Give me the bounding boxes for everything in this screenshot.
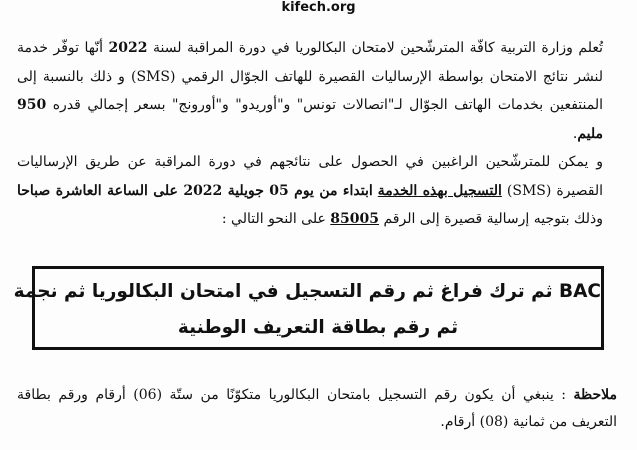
note-text: : ينبغي أن يكون رقم التسجيل بامتحان البكالوريا متكوّنًا من ستّة (06) أرقام ورقم بطاقة التعريف من ثمانية (08) أرقام. <box>17 387 617 430</box>
sms-format-box <box>13 266 604 350</box>
paragraph-1-end: . <box>572 125 578 142</box>
announcement-body <box>17 34 617 234</box>
service-registration-text: التسجيل بهذه الخدمة <box>377 182 502 199</box>
paragraph-1-text-start: تُعلم وزارة التربية كافّة المترشّحين لامتحان البكالوريا في دورة المراقبة لسنة <box>153 40 604 56</box>
sms-format-line-1: BAC ثم ترك فراغ ثم رقم التسجيل في امتحان البكالوريا ثم نجمة <box>13 281 601 302</box>
paragraph-2-middle: وذلك بتوجيه إرسالية قصيرة إلى الرقم <box>383 211 603 227</box>
paragraph-2-end: على النحو التالي : <box>221 211 326 227</box>
paragraph-2-intro: و يمكن للمترشّحين الراغبين في الحصول على نتائجهم في دورة المراقبة عن طريق الإرساليات القصيرة (SMS) <box>17 154 604 199</box>
note-section <box>17 382 617 436</box>
paragraph-1-text-main: أنّها توفّر خدمة لنشر نتائج الامتحان بواسطة الإرساليات القصيرة للهاتف الجوّال الرقمي (SMS) و ذلك بالنسبة إلى المنتفعين بخدمات الهاتف الجوّال لـ"اتصالات تونس" و"أوريدو" و"أورونج" بسعر إجمالي قدره <box>17 40 603 113</box>
note-label: ملاحظة <box>573 387 618 403</box>
sms-price: 950 مليم <box>17 97 603 142</box>
site-watermark: kifech.org <box>281 0 356 15</box>
announcement-paragraph-2 <box>17 148 617 234</box>
session-year: 2022 <box>108 40 148 56</box>
registration-start-date: ابتداء من يوم 05 جويلية 2022 على الساعة العاشرة صباحا <box>17 182 373 199</box>
announcement-paragraph-1 <box>17 34 617 148</box>
sms-number: 85005 <box>330 211 380 227</box>
sms-format-line-2: ثم رقم بطاقة التعريف الوطنية <box>177 317 459 338</box>
